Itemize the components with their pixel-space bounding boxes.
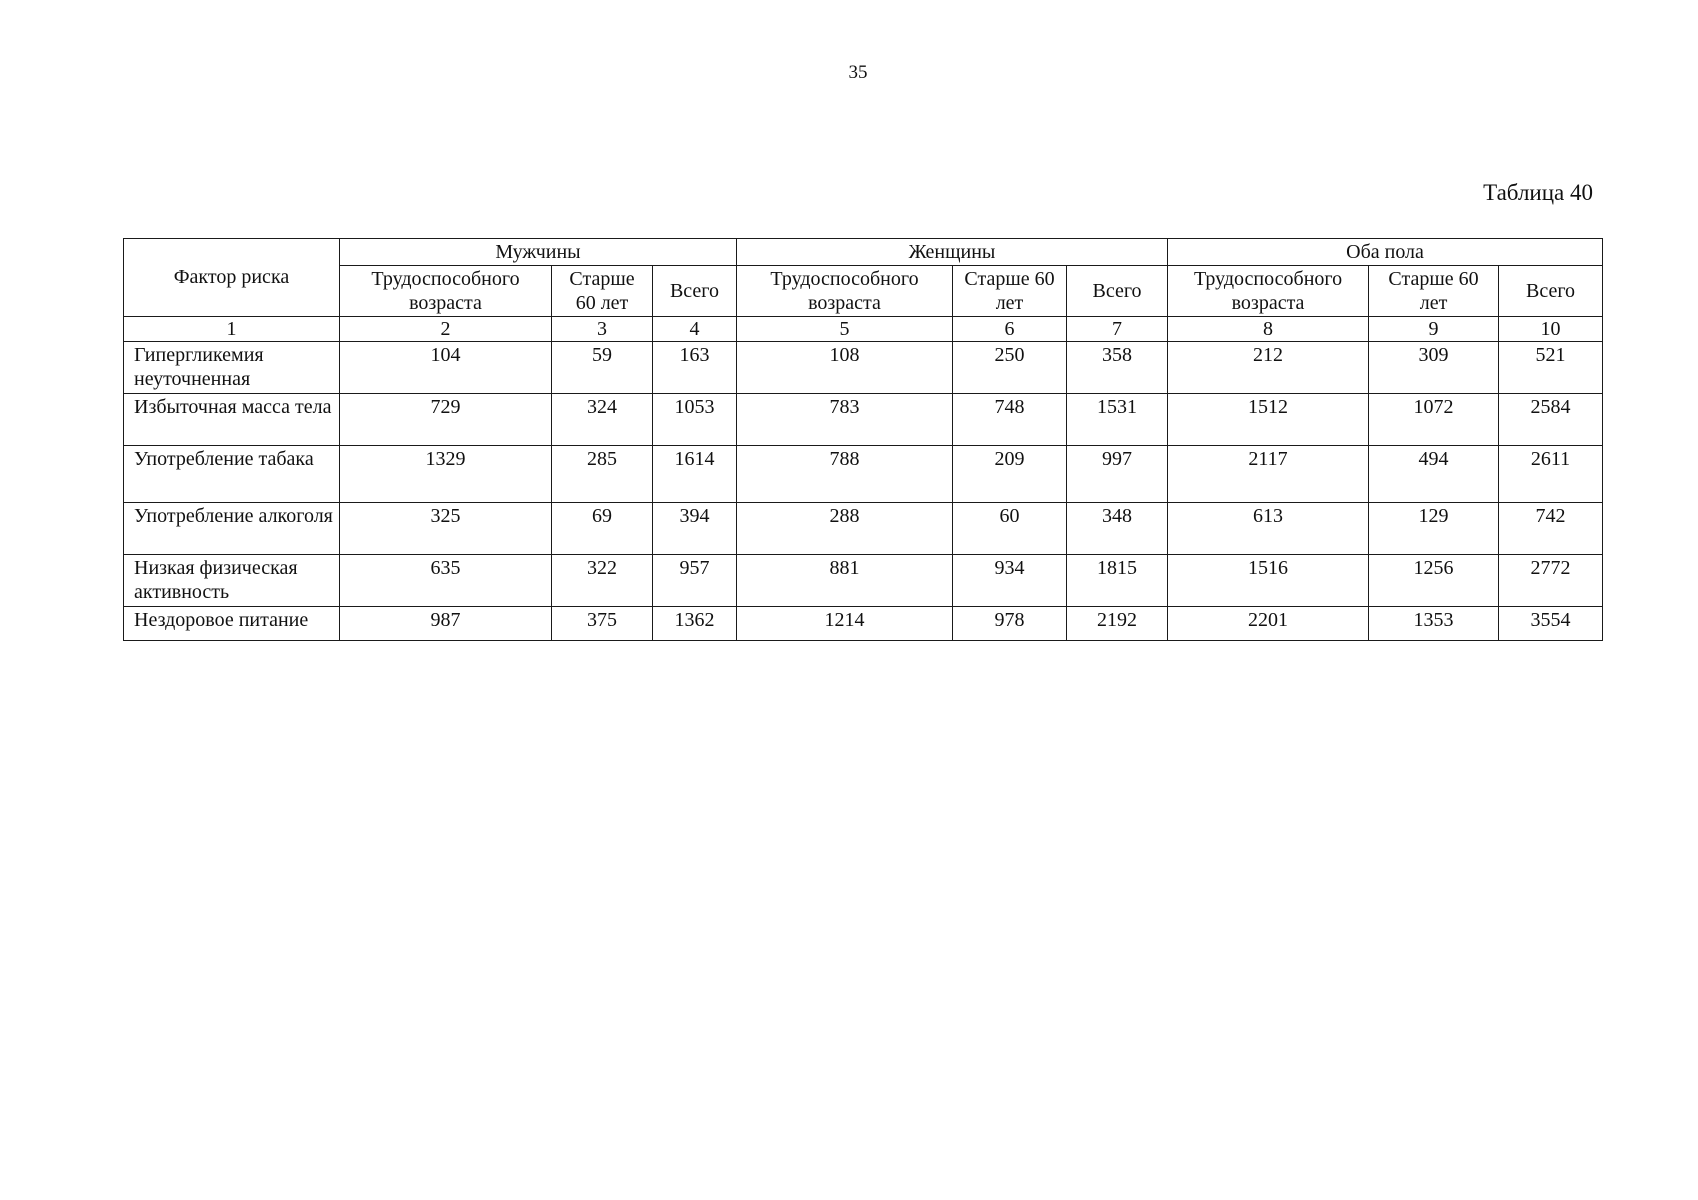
- table-cell: 881: [737, 555, 953, 607]
- table-cell: 1072: [1369, 394, 1499, 446]
- table-cell: 934: [953, 555, 1067, 607]
- table-cell: 2584: [1499, 394, 1603, 446]
- header-group-both: Оба пола: [1168, 239, 1603, 266]
- table-cell: 209: [953, 446, 1067, 503]
- table-cell: 325: [340, 503, 552, 555]
- page-number: 35: [848, 62, 868, 83]
- column-number: 2: [340, 317, 552, 342]
- subheader-total: Всего: [653, 266, 737, 317]
- risk-factor-name: Избыточная масса тела: [124, 394, 340, 446]
- subheader-over-60: Старше 60 лет: [1369, 266, 1499, 317]
- header-risk-factor: Фактор риска: [124, 239, 340, 317]
- table-cell: 2192: [1067, 607, 1168, 641]
- table-cell: 309: [1369, 342, 1499, 394]
- table-row: [124, 342, 1603, 394]
- table-row: [124, 607, 1603, 641]
- table-cell: 783: [737, 394, 953, 446]
- table-cell: 635: [340, 555, 552, 607]
- column-number: 5: [737, 317, 953, 342]
- column-number: 9: [1369, 317, 1499, 342]
- table-cell: 1256: [1369, 555, 1499, 607]
- table-cell: 1214: [737, 607, 953, 641]
- column-number: 10: [1499, 317, 1603, 342]
- table-cell: 2117: [1168, 446, 1369, 503]
- subheader-working-age: Трудоспособного возраста: [737, 266, 953, 317]
- table-cell: 1815: [1067, 555, 1168, 607]
- header-group-women: Женщины: [737, 239, 1168, 266]
- table-caption: Таблица 40: [1483, 180, 1593, 205]
- table-cell: 2772: [1499, 555, 1603, 607]
- table-cell: 108: [737, 342, 953, 394]
- subheader-total: Всего: [1499, 266, 1603, 317]
- column-number: 6: [953, 317, 1067, 342]
- table-cell: 748: [953, 394, 1067, 446]
- table-cell: 1531: [1067, 394, 1168, 446]
- column-number: 4: [653, 317, 737, 342]
- table-cell: 1512: [1168, 394, 1369, 446]
- table-row: [124, 446, 1603, 503]
- table-cell: 1362: [653, 607, 737, 641]
- table-cell: 2611: [1499, 446, 1603, 503]
- table-cell: 104: [340, 342, 552, 394]
- table-cell: 212: [1168, 342, 1369, 394]
- subheader-total: Всего: [1067, 266, 1168, 317]
- table-cell: 957: [653, 555, 737, 607]
- risk-factors-table: [123, 238, 1603, 641]
- table-cell: 375: [552, 607, 653, 641]
- table-cell: 1353: [1369, 607, 1499, 641]
- table-row: [124, 555, 1603, 607]
- table-cell: 394: [653, 503, 737, 555]
- group-header-row: [124, 239, 1603, 266]
- column-number-row: [124, 317, 1603, 342]
- risk-factor-name: Низкая физическая активность: [124, 555, 340, 607]
- subheader-over-60: Старше 60 лет: [953, 266, 1067, 317]
- table-cell: 60: [953, 503, 1067, 555]
- table-cell: 324: [552, 394, 653, 446]
- table-cell: 163: [653, 342, 737, 394]
- table-cell: 250: [953, 342, 1067, 394]
- subheader-working-age: Трудоспособного возраста: [340, 266, 552, 317]
- table-cell: 1053: [653, 394, 737, 446]
- table-cell: 2201: [1168, 607, 1369, 641]
- table-cell: 521: [1499, 342, 1603, 394]
- column-number: 3: [552, 317, 653, 342]
- table-cell: 288: [737, 503, 953, 555]
- table-cell: 129: [1369, 503, 1499, 555]
- table-cell: 1516: [1168, 555, 1369, 607]
- table-cell: 1614: [653, 446, 737, 503]
- subheader-over-60: Старше 60 лет: [552, 266, 653, 317]
- table-cell: 729: [340, 394, 552, 446]
- risk-factor-name: Нездоровое питание: [124, 607, 340, 641]
- table-cell: 358: [1067, 342, 1168, 394]
- table-cell: 987: [340, 607, 552, 641]
- table-row: [124, 394, 1603, 446]
- table-cell: 742: [1499, 503, 1603, 555]
- header-group-men: Мужчины: [340, 239, 737, 266]
- table-cell: 322: [552, 555, 653, 607]
- column-number: 7: [1067, 317, 1168, 342]
- table-cell: 59: [552, 342, 653, 394]
- subheader-working-age: Трудоспособного возраста: [1168, 266, 1369, 317]
- table-cell: 285: [552, 446, 653, 503]
- risk-factor-name: Употребление табака: [124, 446, 340, 503]
- table-cell: 3554: [1499, 607, 1603, 641]
- table-cell: 978: [953, 607, 1067, 641]
- table-cell: 613: [1168, 503, 1369, 555]
- table-cell: 788: [737, 446, 953, 503]
- table-cell: 69: [552, 503, 653, 555]
- table-cell: 348: [1067, 503, 1168, 555]
- table-cell: 997: [1067, 446, 1168, 503]
- table-cell: 494: [1369, 446, 1499, 503]
- table-row: [124, 503, 1603, 555]
- subheader-row: [124, 266, 1603, 317]
- risk-factor-name: Гипергликемия неуточненная: [124, 342, 340, 394]
- column-number: 8: [1168, 317, 1369, 342]
- table-cell: 1329: [340, 446, 552, 503]
- risk-factor-name: Употребление алкоголя: [124, 503, 340, 555]
- column-number: 1: [124, 317, 340, 342]
